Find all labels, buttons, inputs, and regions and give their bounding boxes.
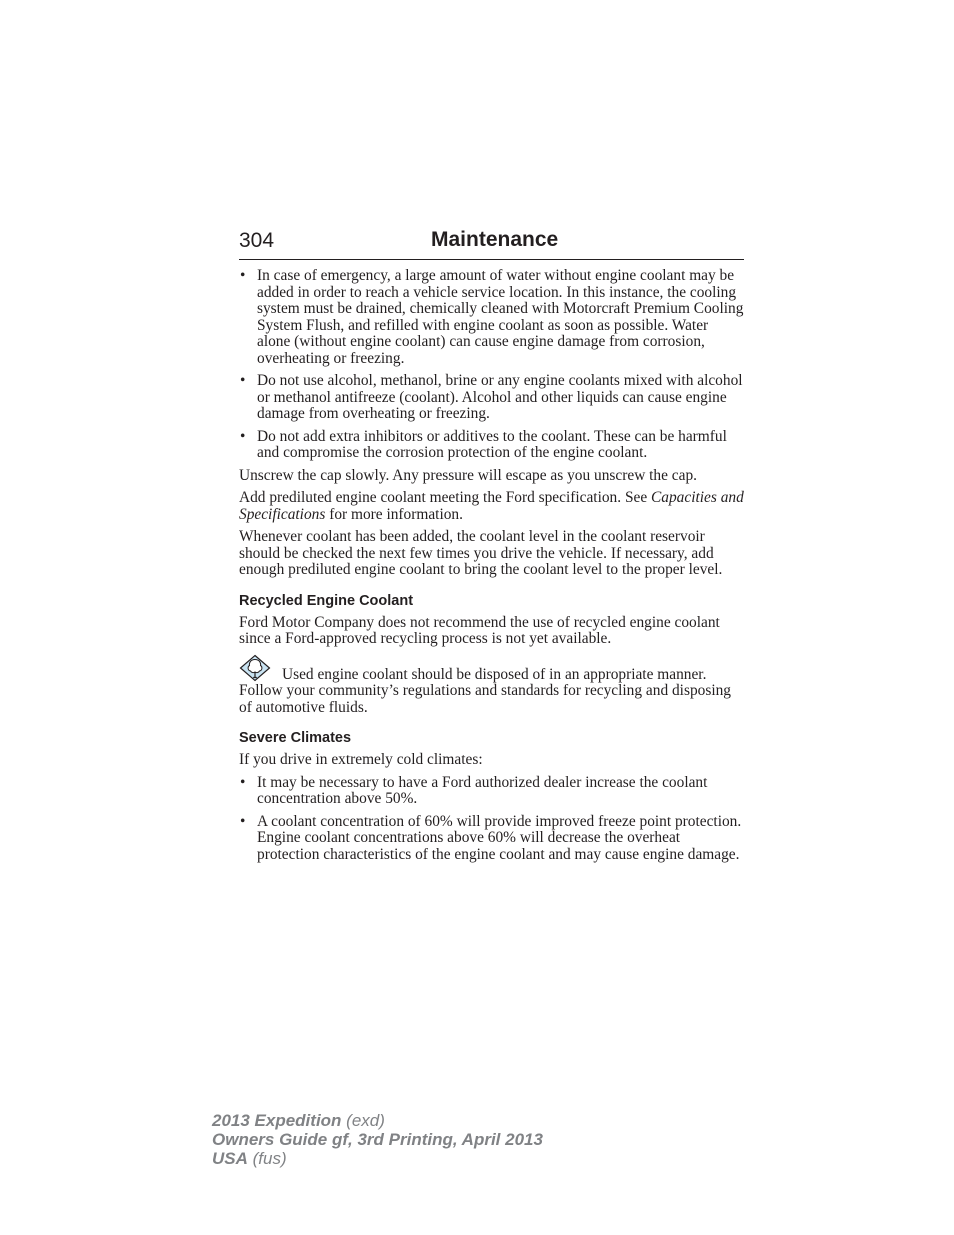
page-footer <box>212 1111 543 1168</box>
page-number: 304 <box>239 229 275 252</box>
environment-tree-icon <box>239 654 271 682</box>
list-item: • Do not add extra inhibitors or additives to the coolant. These can be harmful and compromise the corrosion protection of the engine coolant. <box>240 427 727 461</box>
list-item: • In case of emergency, a large amount of water without engine coolant may be added in order to reach a vehicle service location. In this instance, the cooling system must be drained, chemically cleaned with Motorcraft Premium Cooling System Flush, and refilled with engine coolant as soon as possible. Water alone (without engine coolant) can cause engine damage from corrosion, overheating or freezing. <box>240 267 744 367</box>
list-item: • Do not use alcohol, methanol, brine or any engine coolants mixed with alcohol or methanol antifreeze (coolant). Alcohol and other liquids can cause engine damage from overheating or freezing. <box>240 372 743 422</box>
cross-reference-link[interactable]: Capacities and Specifications <box>239 489 744 523</box>
paragraph-cold-intro: If you drive in extremely cold climates: <box>239 751 483 768</box>
bullet-list-cold <box>239 775 744 864</box>
section-title: Maintenance <box>431 228 559 251</box>
bullet-dot: • <box>240 267 246 284</box>
paragraph-recycled: Ford Motor Company does not recommend the use of recycled engine coolant since a Ford-approved recycling process is not yet available. <box>239 613 720 647</box>
footer-line-3: USA (fus) <box>212 1149 287 1168</box>
environment-note <box>239 654 744 717</box>
page-header <box>239 228 744 260</box>
bullet-list-emergency <box>239 268 744 462</box>
footer-line-1: 2013 Expedition (exd) <box>212 1111 385 1130</box>
page-content <box>239 268 744 869</box>
environment-note-text: Used engine coolant should be disposed of in an appropriate manner. Follow your community’s regulations and standards for recycling and disposing of automotive fluids. <box>239 665 731 716</box>
paragraph-add-coolant: Add prediluted engine coolant meeting the Ford specification. See Capacities and Specifications for more information. <box>239 489 744 523</box>
bullet-dot: • <box>240 372 246 389</box>
paragraph-unscrew: Unscrew the cap slowly. Any pressure will escape as you unscrew the cap. <box>239 466 698 484</box>
heading-severe-climates: Severe Climates <box>239 730 352 746</box>
bullet-dot: • <box>240 773 246 791</box>
bullet-dot: • <box>240 427 246 445</box>
paragraph-whenever: Whenever coolant has been added, the coolant level in the coolant reservoir should be checked the next few times you drive the vehicle. If necessary, add enough prediluted engine coolant to bring the coolant level to the proper level. <box>239 528 723 578</box>
heading-recycled-coolant: Recycled Engine Coolant <box>239 592 414 609</box>
bullet-dot: • <box>240 812 246 830</box>
footer-line-2: Owners Guide gf, 3rd Printing, April 2013 <box>212 1130 543 1149</box>
list-item: • A coolant concentration of 60% will provide improved freeze point protection. Engine coolant concentrations above 60% will decrease the overheat protection characteristics of the engine coolant and may cause engine damage. <box>240 812 742 863</box>
list-item: • It may be necessary to have a Ford authorized dealer increase the coolant concentration above 50%. <box>240 773 708 807</box>
